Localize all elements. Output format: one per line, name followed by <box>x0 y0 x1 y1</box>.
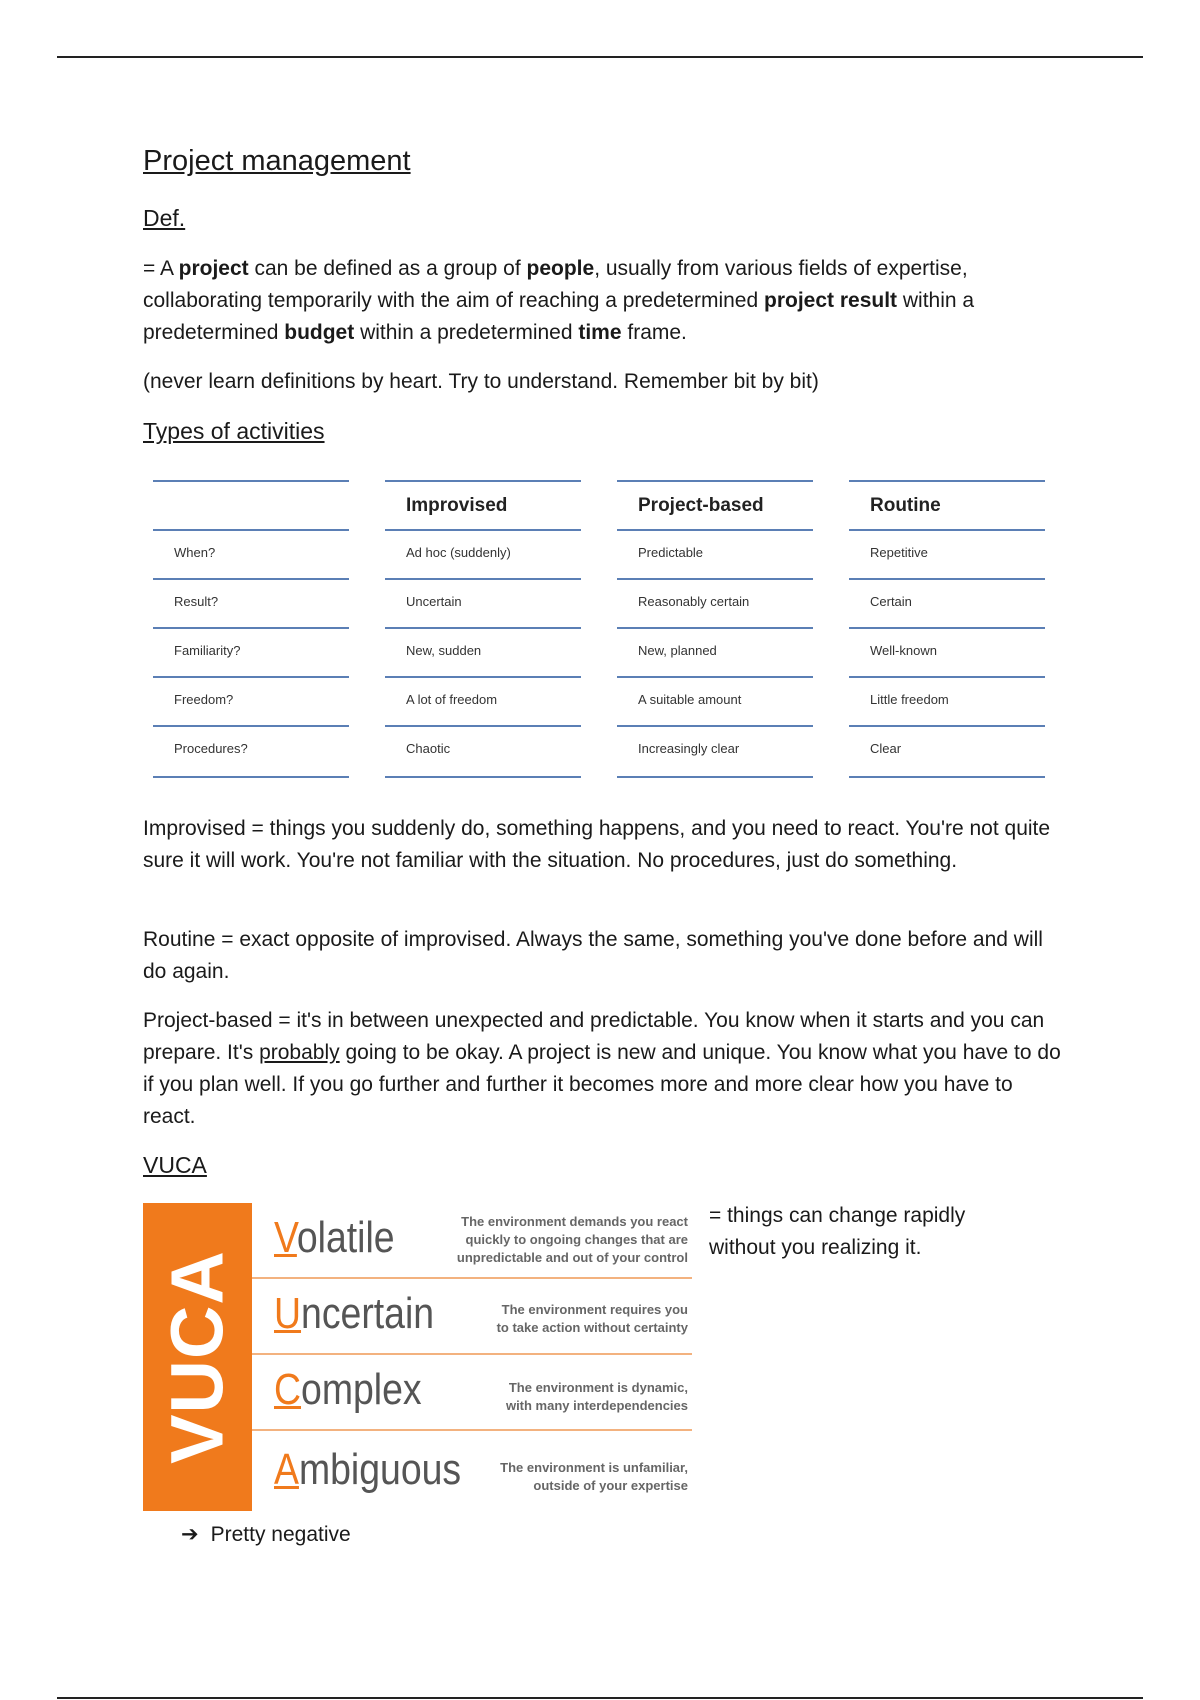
table-cell: New, planned <box>617 627 813 678</box>
vuca-row-volatile <box>252 1203 692 1279</box>
table-cell: Freedom? <box>153 676 349 727</box>
table-header-cell: Routine <box>849 480 1045 531</box>
table-cell: Predictable <box>617 529 813 580</box>
vuca-row-uncertain <box>252 1279 692 1355</box>
table-header-cell <box>153 480 349 531</box>
improvised-paragraph: Improvised = things you suddenly do, something happens, and you need to react. You're not quite sure it will work. You're not familiar with the situation. No procedures, just do something. <box>143 817 1051 872</box>
conclusion-line <box>181 1522 351 1547</box>
top-rule <box>57 56 1143 58</box>
project-based-paragraph: Project-based = it's in between unexpected and predictable. You know when it starts and you can prepare. It's probably going to be okay. A project is new and unique. You know what you have to do if you plan well. If you go further and further it becomes more and more clear how you have to react. <box>143 1009 1061 1128</box>
table-cell: A suitable amount <box>617 676 813 727</box>
table-cell: Uncertain <box>385 578 581 629</box>
conclusion-text: Pretty negative <box>210 1523 351 1546</box>
table-cell: When? <box>153 529 349 580</box>
table-cell: Clear <box>849 725 1045 778</box>
vuca-description: The environment requires you to take action without certainty <box>496 1302 688 1335</box>
table-cell: Little freedom <box>849 676 1045 727</box>
table-cell: Procedures? <box>153 725 349 778</box>
vuca-row-complex <box>252 1355 692 1431</box>
table-cell: Familiarity? <box>153 627 349 678</box>
vuca-word: Volatile <box>274 1213 395 1262</box>
underlined-probably: probably <box>259 1041 340 1064</box>
term-people: people <box>526 257 595 280</box>
vuca-word: Complex <box>274 1365 422 1414</box>
definition-paragraph: = A project can be defined as a group of people, usually from various fields of expertise, collaborating temporarily with the aim of reaching a predetermined project result within a predetermined budget within a predetermined time frame. <box>143 257 975 344</box>
table-cell: Chaotic <box>385 725 581 778</box>
table-header-cell: Improvised <box>385 480 581 531</box>
study-note: (never learn definitions by heart. Try to understand. Remember bit by bit) <box>143 370 819 393</box>
table-cell: Repetitive <box>849 529 1045 580</box>
table-cell: Result? <box>153 578 349 629</box>
vuca-heading: VUCA <box>143 1152 207 1178</box>
term-time: time <box>578 321 622 344</box>
table-header-cell: Project-based <box>617 480 813 531</box>
routine-paragraph: Routine = exact opposite of improvised. Always the same, something you've done before and will do again. <box>143 928 1043 983</box>
vuca-description: The environment is dynamic, with many interdependencies <box>505 1380 688 1413</box>
vuca-bar-label: VUCA <box>155 1250 239 1464</box>
table-cell: Certain <box>849 578 1045 629</box>
term-project: project <box>178 257 249 280</box>
table-cell: Ad hoc (suddenly) <box>385 529 581 580</box>
table-cell: Reasonably certain <box>617 578 813 629</box>
bottom-rule <box>57 1697 1143 1699</box>
vuca-word: Ambiguous <box>274 1445 462 1494</box>
table-cell: A lot of freedom <box>385 676 581 727</box>
table-cell: New, sudden <box>385 627 581 678</box>
vuca-word: Uncertain <box>274 1289 435 1338</box>
vuca-description: The environment is unfamiliar, outside of your expertise <box>500 1460 688 1493</box>
activities-table <box>143 480 1043 780</box>
vuca-description: The environment demands you react quickly to ongoing changes that are unpredictable and out of your control <box>456 1214 688 1265</box>
vuca-row-ambiguous <box>252 1431 692 1511</box>
def-heading: Def. <box>143 205 186 231</box>
page-title: Project management <box>143 145 411 177</box>
term-budget: budget <box>284 321 355 344</box>
vuca-bar <box>143 1203 252 1511</box>
arrow-right-icon: ➔ <box>181 1523 199 1546</box>
vuca-side-text: = things can change rapidly without you realizing it. <box>709 1204 966 1259</box>
types-heading: Types of activities <box>143 418 325 444</box>
table-cell: Increasingly clear <box>617 725 813 778</box>
term-project-result: project result <box>764 289 898 312</box>
table-cell: Well-known <box>849 627 1045 678</box>
vuca-graphic <box>143 1203 692 1511</box>
